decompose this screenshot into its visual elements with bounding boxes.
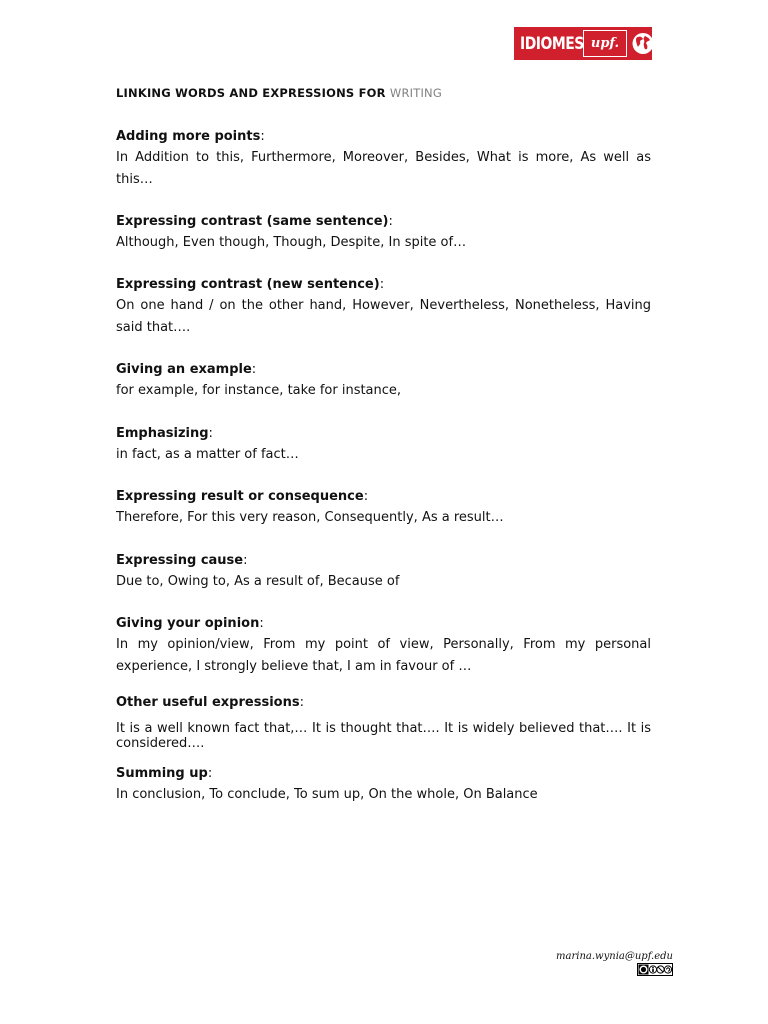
creative-commons-icon xyxy=(637,963,673,976)
section-heading: Expressing result or consequence: xyxy=(116,489,369,504)
page-title-accent: WRITING xyxy=(389,86,442,100)
section-body: for example, for instance, take for instance, xyxy=(116,383,402,398)
section-cause xyxy=(116,551,651,593)
section-giving-example xyxy=(116,360,651,402)
section-body: On one hand / on the other hand, However, Nevertheless, Nonetheless, Having said that…. xyxy=(116,298,651,335)
page-title-main: LINKING WORDS AND EXPRESSIONS FOR xyxy=(116,86,390,100)
globe-icon xyxy=(631,31,655,56)
section-heading: Other useful expressions: xyxy=(116,695,304,710)
section-heading: Giving an example: xyxy=(116,362,257,377)
idiomes-upf-logo xyxy=(514,27,652,60)
section-emphasizing xyxy=(116,424,651,466)
section-heading: Adding more points: xyxy=(116,129,265,144)
logo-text: IDIOMES xyxy=(520,33,584,54)
section-heading: Summing up: xyxy=(116,766,213,781)
section-heading: Expressing contrast (same sentence): xyxy=(116,214,393,229)
section-body: Although, Even though, Though, Despite, In spite of… xyxy=(116,235,467,250)
section-opinion xyxy=(116,614,651,678)
section-contrast-new xyxy=(116,275,651,339)
section-body: in fact, as a matter of fact… xyxy=(116,447,299,462)
section-adding-points xyxy=(116,127,651,191)
section-body: In conclusion, To conclude, To sum up, On the whole, On Balance xyxy=(116,787,538,802)
section-heading: Emphasizing: xyxy=(116,426,213,441)
section-heading: Expressing cause: xyxy=(116,553,248,568)
section-body: Due to, Owing to, As a result of, Because of xyxy=(116,574,400,589)
section-heading: Expressing contrast (new sentence): xyxy=(116,277,385,292)
section-contrast-same xyxy=(116,212,651,254)
section-other-expressions xyxy=(116,693,651,751)
author-email: marina.wynia@upf.edu xyxy=(556,951,673,962)
section-body: In my opinion/view, From my point of view, Personally, From my personal experience, I strongly believe that, I am in favour of … xyxy=(116,637,651,674)
section-result xyxy=(116,487,651,529)
logo-upf-box: upf. xyxy=(583,30,627,57)
section-body: It is a well known fact that,… It is thought that…. It is widely believed that…. It is considered…. xyxy=(116,721,651,751)
section-heading: Giving your opinion: xyxy=(116,616,264,631)
section-body: Therefore, For this very reason, Consequently, As a result… xyxy=(116,510,504,525)
section-body: In Addition to this, Furthermore, Moreover, Besides, What is more, As well as this… xyxy=(116,150,651,187)
section-summing-up xyxy=(116,764,651,806)
page-title xyxy=(116,86,442,100)
